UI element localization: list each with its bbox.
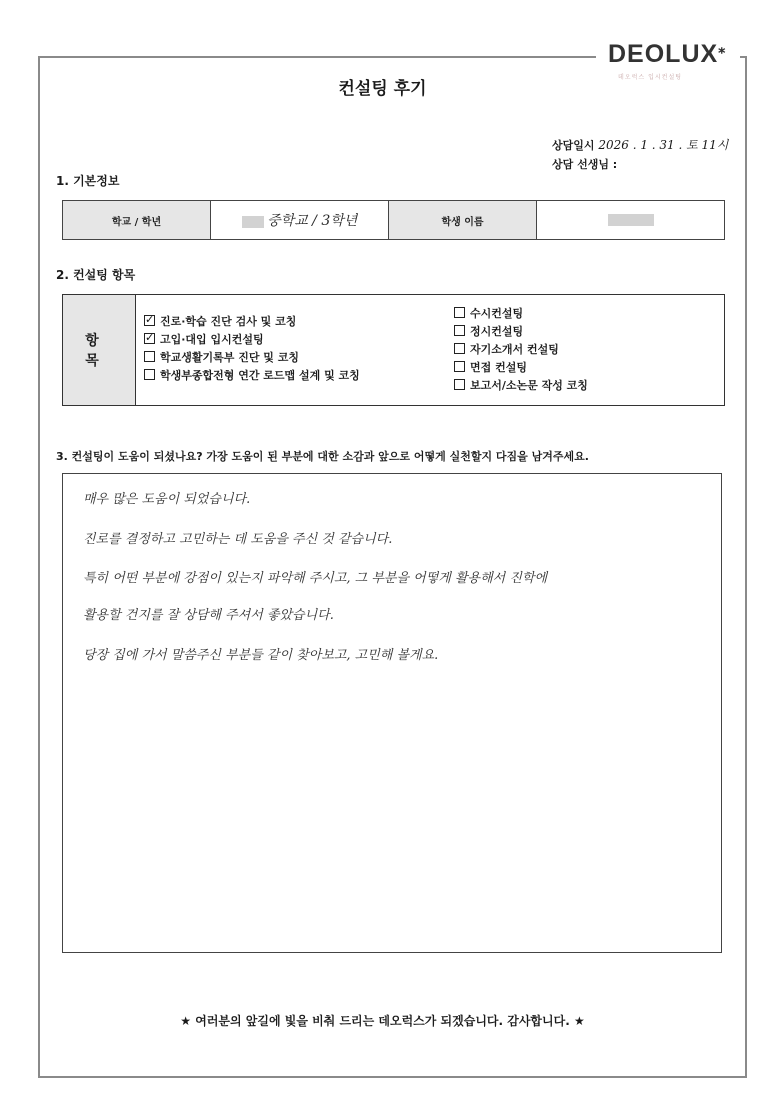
checkbox-icon[interactable]	[144, 315, 155, 326]
option-career-test[interactable]: ✓진로·학습 진단 검사 및 코칭	[144, 313, 454, 331]
checkbox-icon[interactable]	[144, 351, 155, 362]
answer-line: 특히 어떤 부분에 강점이 있는지 파악해 주시고, 그 부분을 어떻게 활용해서 진학에	[83, 571, 548, 586]
consult-teacher: 상담 선생님 :	[552, 158, 618, 171]
checkbox-icon[interactable]	[144, 333, 155, 344]
checkbox-icon[interactable]	[454, 361, 465, 372]
school-value: 중학교 / 3학년	[211, 201, 389, 240]
basic-info-table	[62, 200, 725, 240]
option-self-intro[interactable]: 자기소개서 컨설팅	[454, 341, 588, 359]
consult-items-table	[62, 294, 725, 406]
option-school-record[interactable]: 학교생활기록부 진단 및 코칭	[144, 349, 454, 367]
logo-subtitle: 데오럭스 입시컨설팅	[618, 74, 683, 81]
left-options	[144, 305, 454, 395]
footer-message: ★ 여러분의 앞길에 빛을 비춰 드리는 데오럭스가 되겠습니다. 감사합니다. ★	[180, 1014, 585, 1028]
option-roadmap[interactable]: 학생부종합전형 연간 로드맵 설계 및 코칭	[144, 367, 454, 385]
consult-date: 상담일시 2026 . 1 . 31 . 토 11시	[552, 138, 729, 152]
option-jeongsi[interactable]: 정시컨설팅	[454, 323, 588, 341]
section1-heading: 1. 기본정보	[56, 174, 120, 188]
answer-line: 매우 많은 도움이 되었습니다.	[83, 492, 251, 507]
name-label: 학생 이름	[389, 201, 537, 240]
option-interview[interactable]: 면접 컨설팅	[454, 359, 588, 377]
items-cell	[136, 295, 725, 406]
feedback-answer-box[interactable]	[62, 473, 722, 953]
logo-text: DEOLUX⁎	[608, 40, 727, 68]
answer-line: 활용할 건지를 잘 상담해 주셔서 좋았습니다.	[83, 608, 334, 623]
checkbox-icon[interactable]	[454, 307, 465, 318]
name-value	[537, 201, 725, 240]
page-title: 컨설팅 후기	[338, 79, 427, 99]
option-susi[interactable]: 수시컨설팅	[454, 305, 588, 323]
right-options	[454, 305, 588, 395]
answer-line: 당장 집에 가서 말씀주신 부분들 같이 찾아보고, 고민해 볼게요.	[83, 648, 439, 663]
section2-heading: 2. 컨설팅 항목	[56, 268, 136, 282]
option-admission[interactable]: ✓고입·대입 입시컨설팅	[144, 331, 454, 349]
checkbox-icon[interactable]	[454, 379, 465, 390]
checkbox-icon[interactable]	[454, 343, 465, 354]
section3-heading: 3. 컨설팅이 도움이 되셨나요? 가장 도움이 된 부분에 대한 소감과 앞으로 어떻게 실천할지 다짐을 남겨주세요.	[56, 450, 589, 463]
items-row-label: 항 목	[63, 295, 136, 406]
answer-line: 진로를 결정하고 고민하는 데 도움을 주신 것 같습니다.	[83, 532, 393, 547]
checkbox-icon[interactable]	[454, 325, 465, 336]
checkbox-icon[interactable]	[144, 369, 155, 380]
school-label: 학교 / 학년	[63, 201, 211, 240]
redacted-school	[242, 216, 264, 228]
redacted-name	[608, 214, 654, 226]
option-report[interactable]: 보고서/소논문 작성 코칭	[454, 377, 588, 395]
